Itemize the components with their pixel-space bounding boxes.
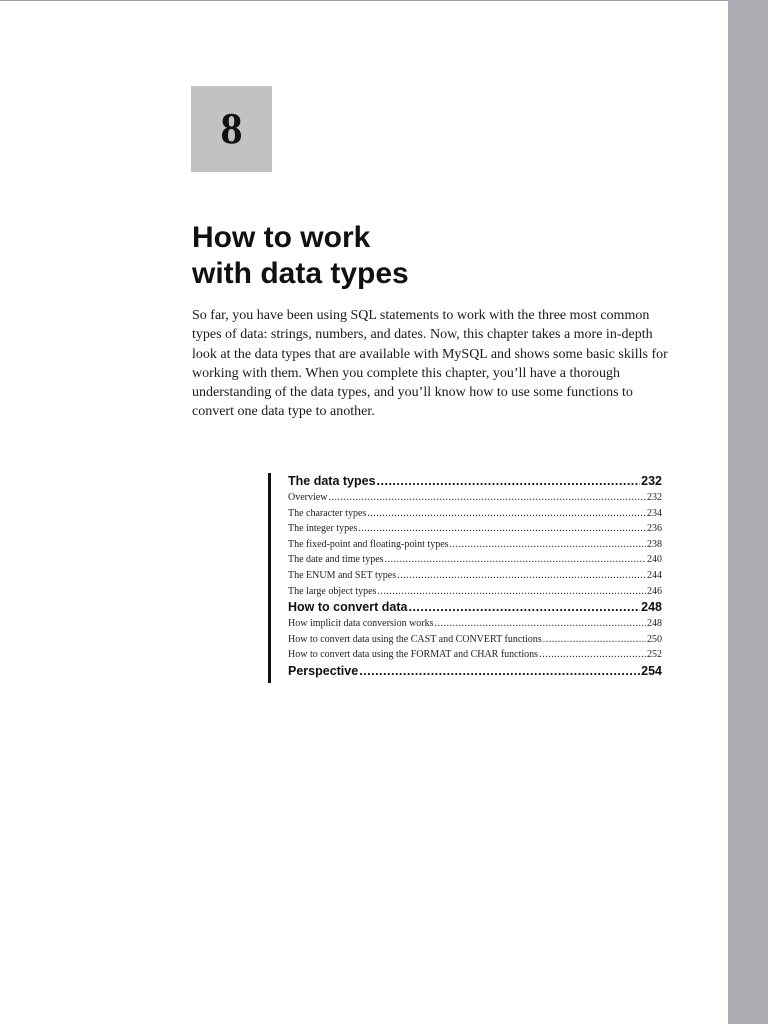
chapter-title — [192, 220, 712, 292]
chapter-number-box — [191, 86, 272, 172]
toc-section-title: How to convert data — [288, 600, 408, 615]
toc-item-title: How to convert data using the CAST and CONVERT functions — [288, 633, 542, 645]
toc-page-number: 250 — [647, 633, 662, 645]
toc-page-number: 236 — [647, 523, 662, 535]
toc-section-data-types[interactable] — [288, 473, 662, 490]
toc-item-implicit-conversion[interactable] — [288, 616, 662, 632]
toc-item-title: How implicit data conversion works — [288, 618, 434, 630]
toc-item-enum-set-types[interactable] — [288, 568, 662, 584]
toc-page-number: 246 — [647, 585, 662, 597]
toc-page-number: 240 — [647, 554, 662, 566]
toc-leader-dots — [359, 663, 640, 680]
toc-page-number: 238 — [647, 538, 662, 550]
toc-leader-dots — [539, 647, 646, 663]
toc-item-format-char-functions[interactable] — [288, 647, 662, 663]
toc-section-convert-data[interactable] — [288, 599, 662, 616]
toc-item-title: How to convert data using the FORMAT and CHAR functions — [288, 649, 539, 661]
toc-item-fixed-floating-point-types[interactable] — [288, 537, 662, 553]
toc-item-cast-convert-functions[interactable] — [288, 632, 662, 648]
toc-page-number: 248 — [647, 618, 662, 630]
chapter-number: 8 — [220, 104, 243, 153]
toc-leader-dots — [367, 506, 646, 522]
chapter-title-line-1: How to work — [192, 221, 371, 254]
toc-page-number: 254 — [641, 663, 662, 678]
toc-item-date-time-types[interactable] — [288, 552, 662, 568]
toc-leader-dots — [397, 568, 646, 584]
toc-page-number: 244 — [647, 569, 662, 581]
toc-item-title: The character types — [288, 507, 367, 519]
toc-page-number: 232 — [641, 474, 662, 488]
toc-leader-dots — [358, 521, 646, 537]
toc-section-title: Perspective — [288, 663, 359, 678]
toc-leader-dots — [377, 584, 646, 600]
toc-item-title: The fixed-point and floating-point types — [288, 538, 449, 550]
page-edge-bar — [728, 0, 768, 1024]
toc-page-number: 248 — [641, 600, 662, 615]
toc-item-character-types[interactable] — [288, 506, 662, 522]
toc-item-title: Overview — [288, 492, 328, 503]
chapter-table-of-contents — [268, 473, 662, 683]
toc-page-number: 252 — [647, 649, 662, 661]
toc-section-perspective[interactable] — [288, 663, 662, 680]
toc-item-title: The integer types — [288, 523, 358, 535]
toc-item-title: The large object types — [288, 585, 377, 597]
chapter-title-line-2: with data types — [192, 257, 409, 290]
toc-page-number: 232 — [647, 492, 662, 503]
toc-item-title: The date and time types — [288, 554, 384, 566]
toc-leader-dots — [450, 537, 646, 553]
toc-item-title: The ENUM and SET types — [288, 569, 397, 581]
toc-leader-dots — [328, 490, 646, 506]
toc-page-number: 234 — [647, 507, 662, 519]
toc-leader-dots — [385, 552, 646, 568]
toc-leader-dots — [543, 632, 646, 648]
page-top-rule — [0, 0, 728, 1]
toc-leader-dots — [377, 473, 641, 490]
toc-item-large-object-types[interactable] — [288, 584, 662, 600]
toc-item-overview[interactable] — [288, 490, 662, 506]
toc-section-title: The data types — [288, 474, 376, 488]
toc-item-integer-types[interactable] — [288, 521, 662, 537]
chapter-intro-paragraph: So far, you have been using SQL statements to work with the three most common types of data: strings, numbers, and dates. Now, this chapter takes a more in-depth look at the data types that are available with MySQL and shows some basic skills for working with them. When you complete this chapter, you’ll have a thorough understanding of the data types, and you’ll know how to use some functions to convert one data type to another. — [192, 308, 668, 420]
toc-leader-dots — [435, 616, 646, 632]
toc-leader-dots — [408, 599, 640, 616]
